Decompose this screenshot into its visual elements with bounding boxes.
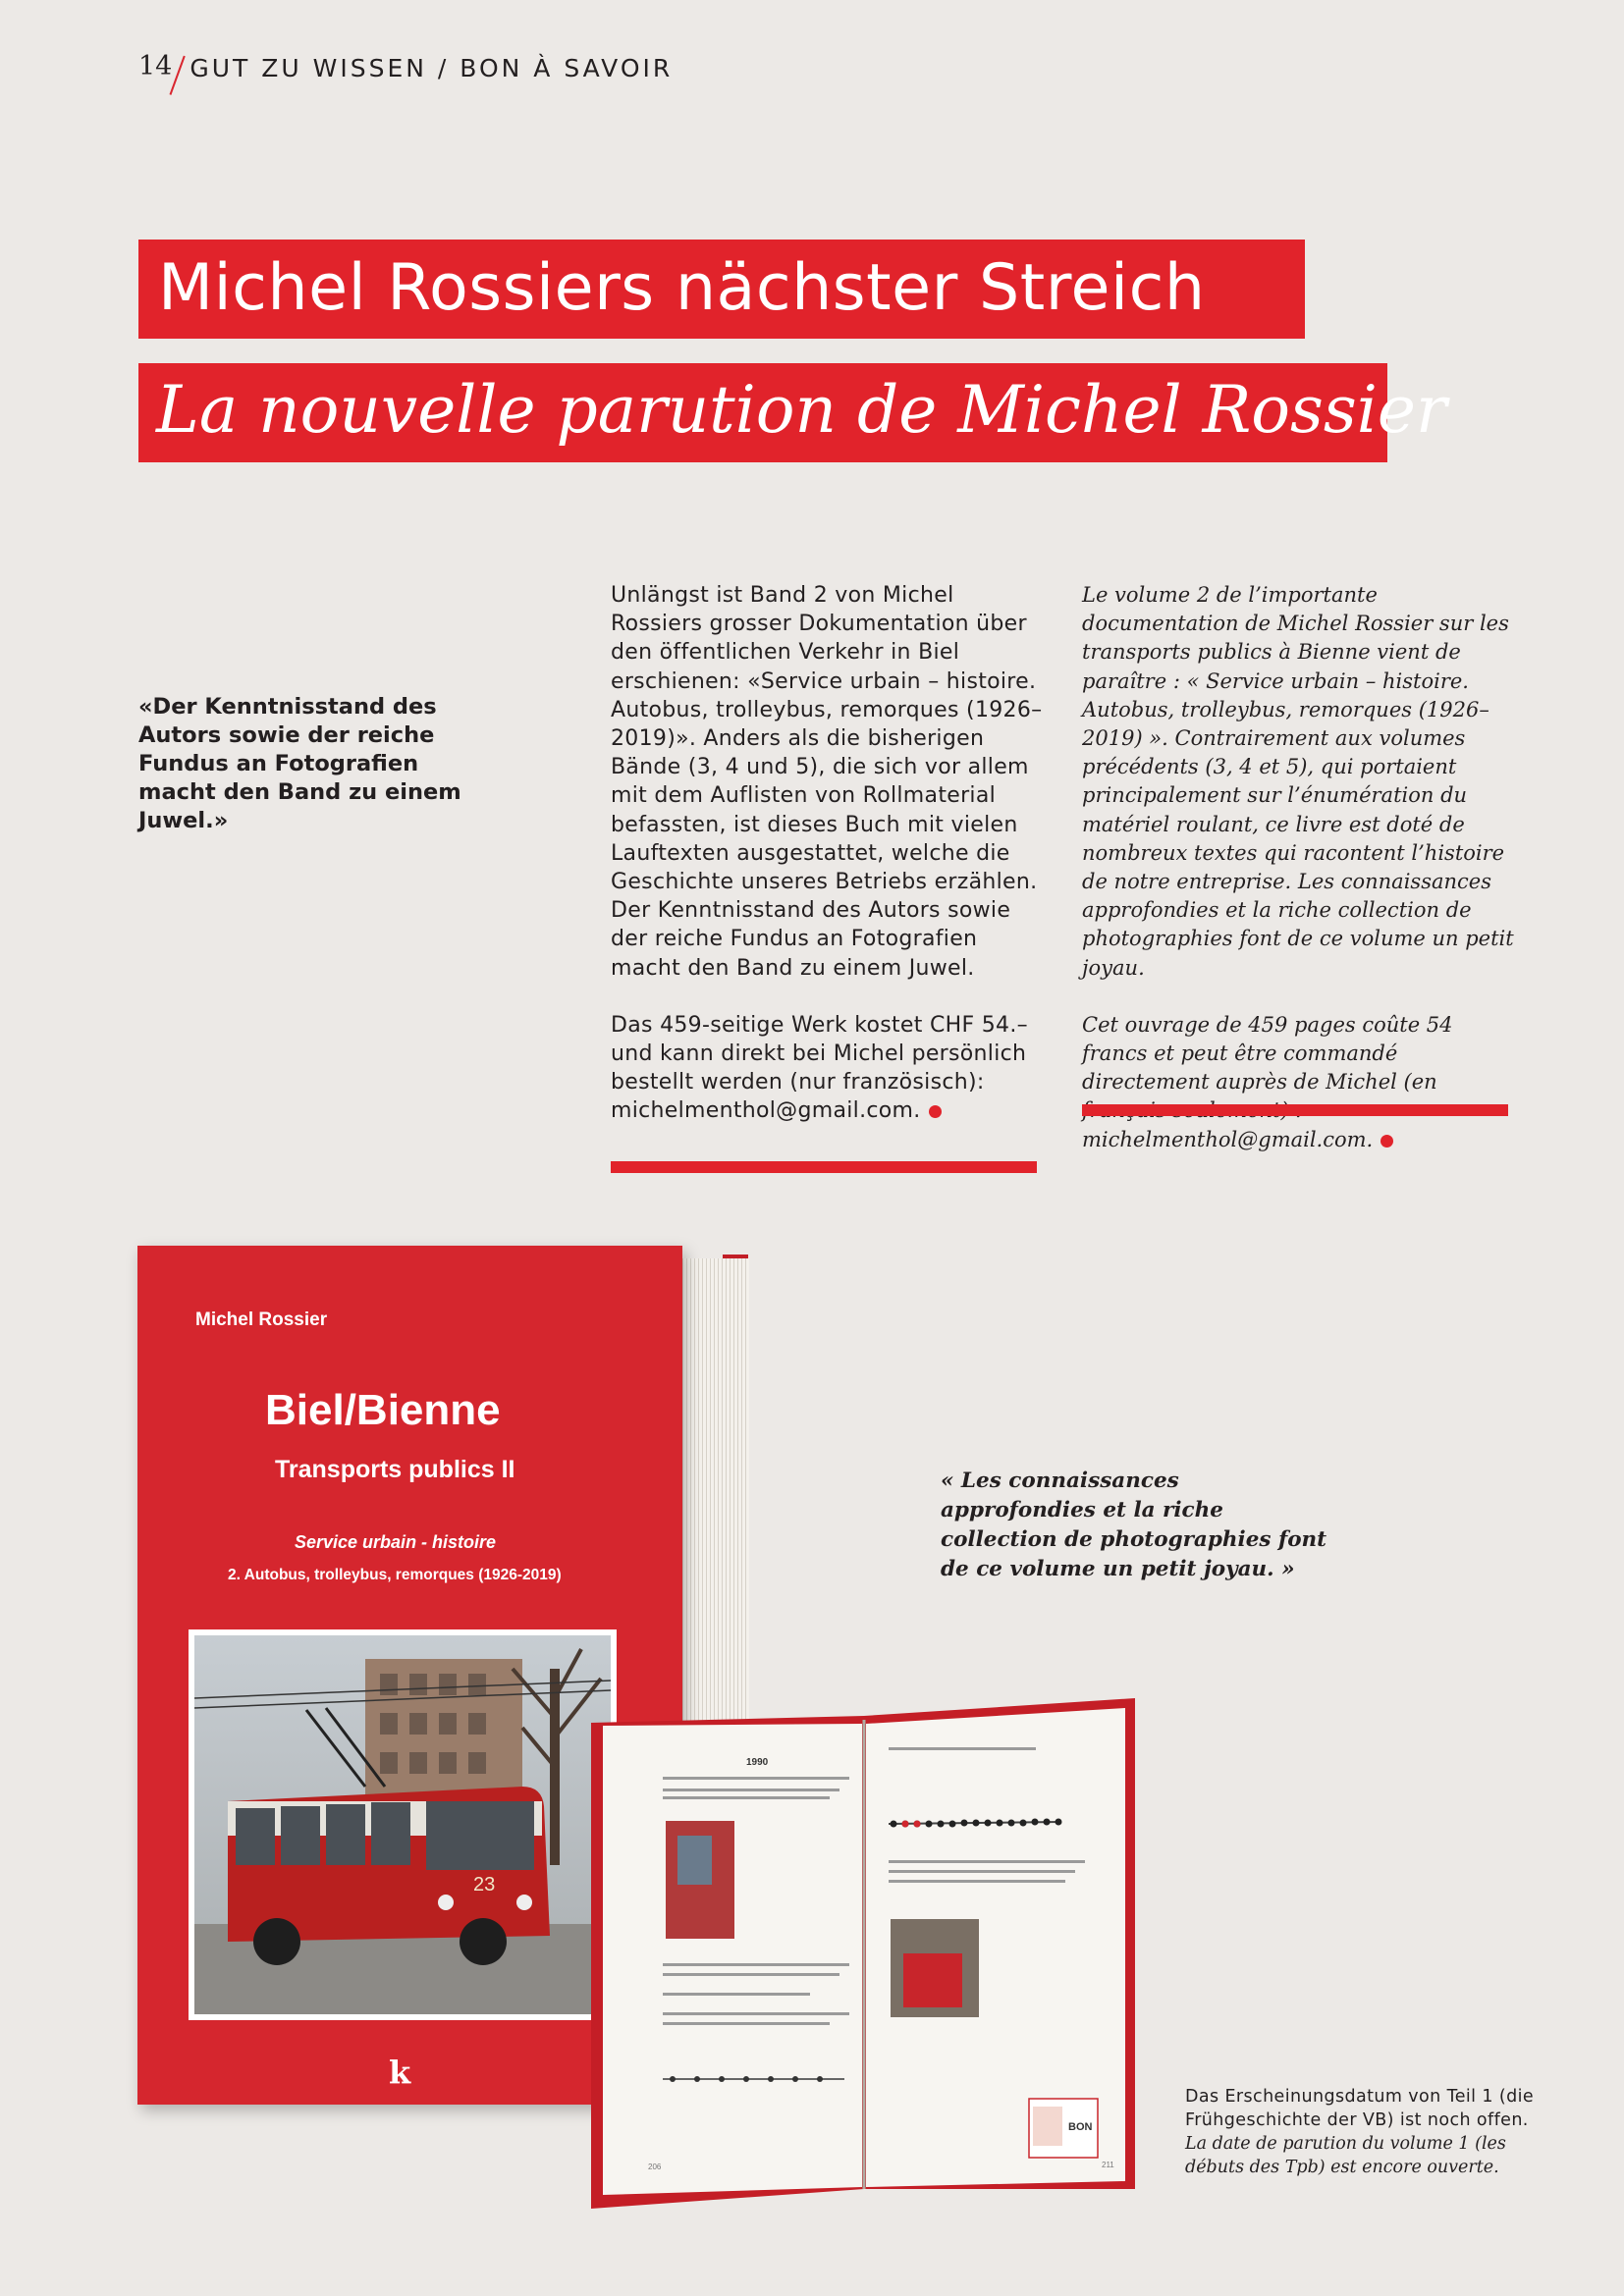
title-german-text: Michel Rossiers nächster Streich	[158, 251, 1206, 325]
column-end-rule-german	[611, 1161, 1037, 1173]
book-cover-series: Service urbain - histoire	[295, 1532, 497, 1552]
body-french-paragraph-2-text: Cet ouvrage de 459 pages coûte 54 francs et peut être commandé directement auprès de Michel (en michelmenthol@gmail.com.	[1082, 1012, 1453, 1151]
book-cover-author: Michel Rossier	[195, 1309, 328, 1330]
book-cover-photo-frame	[189, 1629, 617, 2020]
open-book-illustration	[589, 1698, 1139, 2209]
end-mark-icon	[929, 1105, 942, 1118]
open-book-page-number-right: 211	[1102, 2161, 1114, 2169]
bus-number: 23	[473, 1874, 496, 1896]
column-end-rule-french	[1082, 1104, 1508, 1116]
page-header	[138, 51, 673, 90]
body-french-paragraph-2	[1082, 1011, 1514, 1154]
image-caption	[1185, 2085, 1539, 2179]
article-body-french	[1082, 581, 1514, 1183]
body-german-paragraph-1: Unlängst ist Band 2 von Michel Rossiers grosser Dokumentation über den öffentlichen Verkehr in Biel erschienen: «Service urbain – histoire. Autobus, trolleybus, remorques (1926–2019)». Anders als die bisherigen Bände (3, 4 und 5), die sich vor allem mit dem Auflisten von Rollmaterial befassten, ist dieses Buch mit vielen Lauftexten ausgestattet, welche die Geschichte unseres Betriebs erzählen. Der Kenntnisstand des Autors sowie der reiche Fundus an Fotografien macht den Band zu einem Juwel.	[611, 583, 1043, 981]
title-french	[138, 363, 1447, 462]
pull-quote-german: «Der Kenntnisstand des Autors sowie der reiche Fundus an Fotografien macht den Band zu einem Juwel.»	[138, 694, 461, 833]
caption-german: Das Erscheinungsdatum von Teil 1 (die Frühgeschichte der VB) ist noch offen.	[1185, 2087, 1535, 2130]
end-mark-icon	[1380, 1135, 1393, 1148]
body-german-paragraph-2	[611, 1011, 1043, 1126]
caption-french: La date de parution du volume 1 (les débuts des Tpb) est encore ouverte.	[1185, 2134, 1506, 2177]
section-label: GUT ZU WISSEN / BON À SAVOIR	[189, 54, 674, 82]
trolleybus-photo	[189, 1629, 617, 2020]
title-german	[138, 240, 1305, 339]
body-french-paragraph-1: Le volume 2 de l’importante documentation de Michel Rossier sur les transports publics à Bienne vient de paraître : « Service urbain – histoire. Autobus, trolleybus, remorques (1926–2019) ». Contrairement aux volumes précédents (3, 4 et 5), qui portaient principalement sur l’énumération du matériel roulant, ce livre est doté de nombreux textes qui racontent l’histoire de notre entreprise. Les connaissances approfondies et la riche collection de photographies font de ce volume un petit joyau.	[1082, 583, 1514, 980]
ticket-label: BON	[1068, 2121, 1093, 2133]
book-cover-detail: 2. Autobus, trolleybus, remorques (1926-2019)	[228, 1567, 562, 1583]
book-cover-subtitle: Transports publics II	[275, 1456, 515, 1483]
article-body-german	[611, 581, 1043, 1154]
publisher-logo: k	[389, 2054, 411, 2091]
open-book-svg	[589, 1698, 1139, 2209]
book-cover-title: Biel/Bienne	[265, 1386, 501, 1434]
body-german-paragraph-2-text: Das 459-seitige Werk kostet CHF 54.– und kann direkt bei Michel persönlich bestellt werden (nur französisch): michelmenthol@gmail.com.	[611, 1012, 1028, 1124]
title-french-text: La nouvelle parution de Michel Rossier	[156, 372, 1447, 448]
open-book-page-heading: 1990	[746, 1757, 769, 1768]
open-book-page-number-left: 206	[648, 2163, 662, 2171]
pull-quote-french: « Les connaissances approfondies et la riche collection de photographies font de ce volume un petit joyau. »	[941, 1468, 1327, 1581]
page-number: 14	[138, 51, 173, 81]
